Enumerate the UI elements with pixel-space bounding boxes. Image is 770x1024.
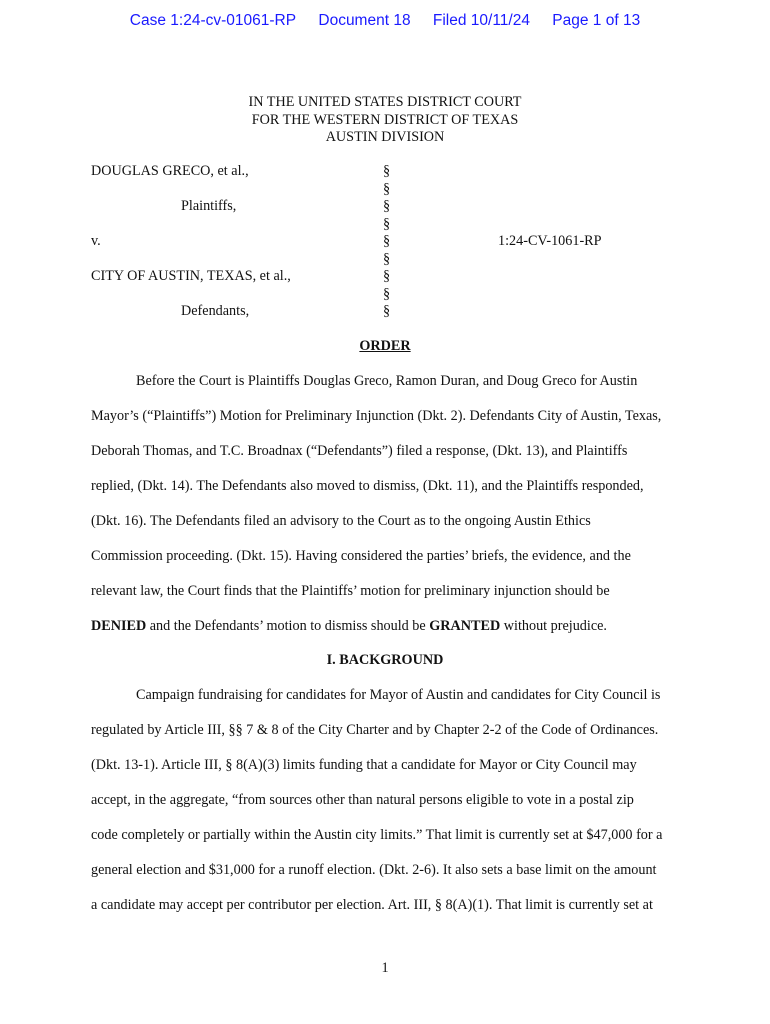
ecf-document-number: Document 18 bbox=[318, 12, 411, 29]
order-line: Mayor’s (“Plaintiffs”) Motion for Preliminary Injunction (Dkt. 2). Defendants City of Austin, Texas, bbox=[91, 408, 662, 424]
versus: v. bbox=[91, 233, 101, 249]
section-mark: § bbox=[383, 198, 391, 214]
background-heading: I. BACKGROUND bbox=[326, 652, 444, 668]
section-mark: § bbox=[383, 268, 391, 284]
order-line-middle: and the Defendants’ motion to dismiss should be bbox=[146, 618, 430, 634]
section-mark: § bbox=[383, 250, 391, 267]
background-line: code completely or partially within the Austin city limits.” That limit is currently set at $47,000 for a bbox=[91, 827, 663, 843]
section-mark: § bbox=[383, 215, 391, 232]
section-mark: § bbox=[383, 303, 391, 319]
section-mark: § bbox=[383, 180, 391, 197]
order-line: Commission proceeding. (Dkt. 15). Having considered the parties’ briefs, the evidence, and the bbox=[91, 548, 631, 564]
background-line: Campaign fundraising for candidates for Mayor of Austin and candidates for City Council is bbox=[136, 687, 661, 703]
court-heading bbox=[0, 94, 770, 147]
ecf-case-number: Case 1:24-cv-01061-RP bbox=[129, 12, 297, 29]
ecf-header bbox=[0, 12, 770, 30]
background-line: general election and $31,000 for a runoff election. (Dkt. 2-6). It also sets a base limit on the amount bbox=[91, 862, 657, 878]
background-line: (Dkt. 13-1). Article III, § 8(A)(3) limits funding that a candidate for Mayor or City Council may bbox=[91, 757, 637, 773]
order-line: relevant law, the Court finds that the Plaintiffs’ motion for preliminary injunction should be bbox=[91, 583, 610, 599]
section-mark: § bbox=[383, 163, 391, 179]
section-mark: § bbox=[383, 233, 391, 249]
order-title: ORDER bbox=[359, 338, 411, 354]
ecf-page-count: Page 1 of 13 bbox=[552, 12, 641, 29]
order-line-end: without prejudice. bbox=[500, 618, 607, 634]
order-line: Before the Court is Plaintiffs Douglas Greco, Ramon Duran, and Doug Greco for Austin bbox=[136, 373, 638, 389]
order-line-disposition bbox=[91, 618, 607, 635]
order-line: Deborah Thomas, and T.C. Broadnax (“Defendants”) filed a response, (Dkt. 13), and Plaintiffs bbox=[91, 443, 628, 459]
denied-text: DENIED bbox=[91, 618, 147, 634]
background-line: a candidate may accept per contributor per election. Art. III, § 8(A)(1). That limit is currently set at bbox=[91, 897, 653, 913]
plaintiff-name: DOUGLAS GRECO, et al., bbox=[91, 163, 249, 179]
case-number: 1:24-CV-1061-RP bbox=[498, 233, 602, 249]
background-line: regulated by Article III, §§ 7 & 8 of the City Charter and by Chapter 2-2 of the Code of Ordinances. bbox=[91, 722, 659, 738]
page-number: 1 bbox=[381, 960, 389, 976]
court-line-2: FOR THE WESTERN DISTRICT OF TEXAS bbox=[251, 111, 519, 128]
order-line: replied, (Dkt. 14). The Defendants also moved to dismiss, (Dkt. 11), and the Plaintiffs responded, bbox=[91, 478, 644, 494]
court-line-3: AUSTIN DIVISION bbox=[325, 129, 445, 145]
section-mark: § bbox=[383, 285, 391, 302]
defendant-name: CITY OF AUSTIN, TEXAS, et al., bbox=[91, 268, 291, 284]
court-line-1: IN THE UNITED STATES DISTRICT COURT bbox=[248, 94, 522, 110]
order-line: (Dkt. 16). The Defendants filed an advisory to the Court as to the ongoing Austin Ethics bbox=[91, 513, 591, 529]
defendant-role: Defendants, bbox=[181, 303, 250, 319]
granted-text: GRANTED bbox=[429, 618, 501, 634]
plaintiff-role: Plaintiffs, bbox=[181, 198, 237, 214]
background-line: accept, in the aggregate, “from sources other than natural persons eligible to vote in a postal zip bbox=[91, 792, 634, 808]
ecf-filed-date: Filed 10/11/24 bbox=[432, 12, 530, 29]
